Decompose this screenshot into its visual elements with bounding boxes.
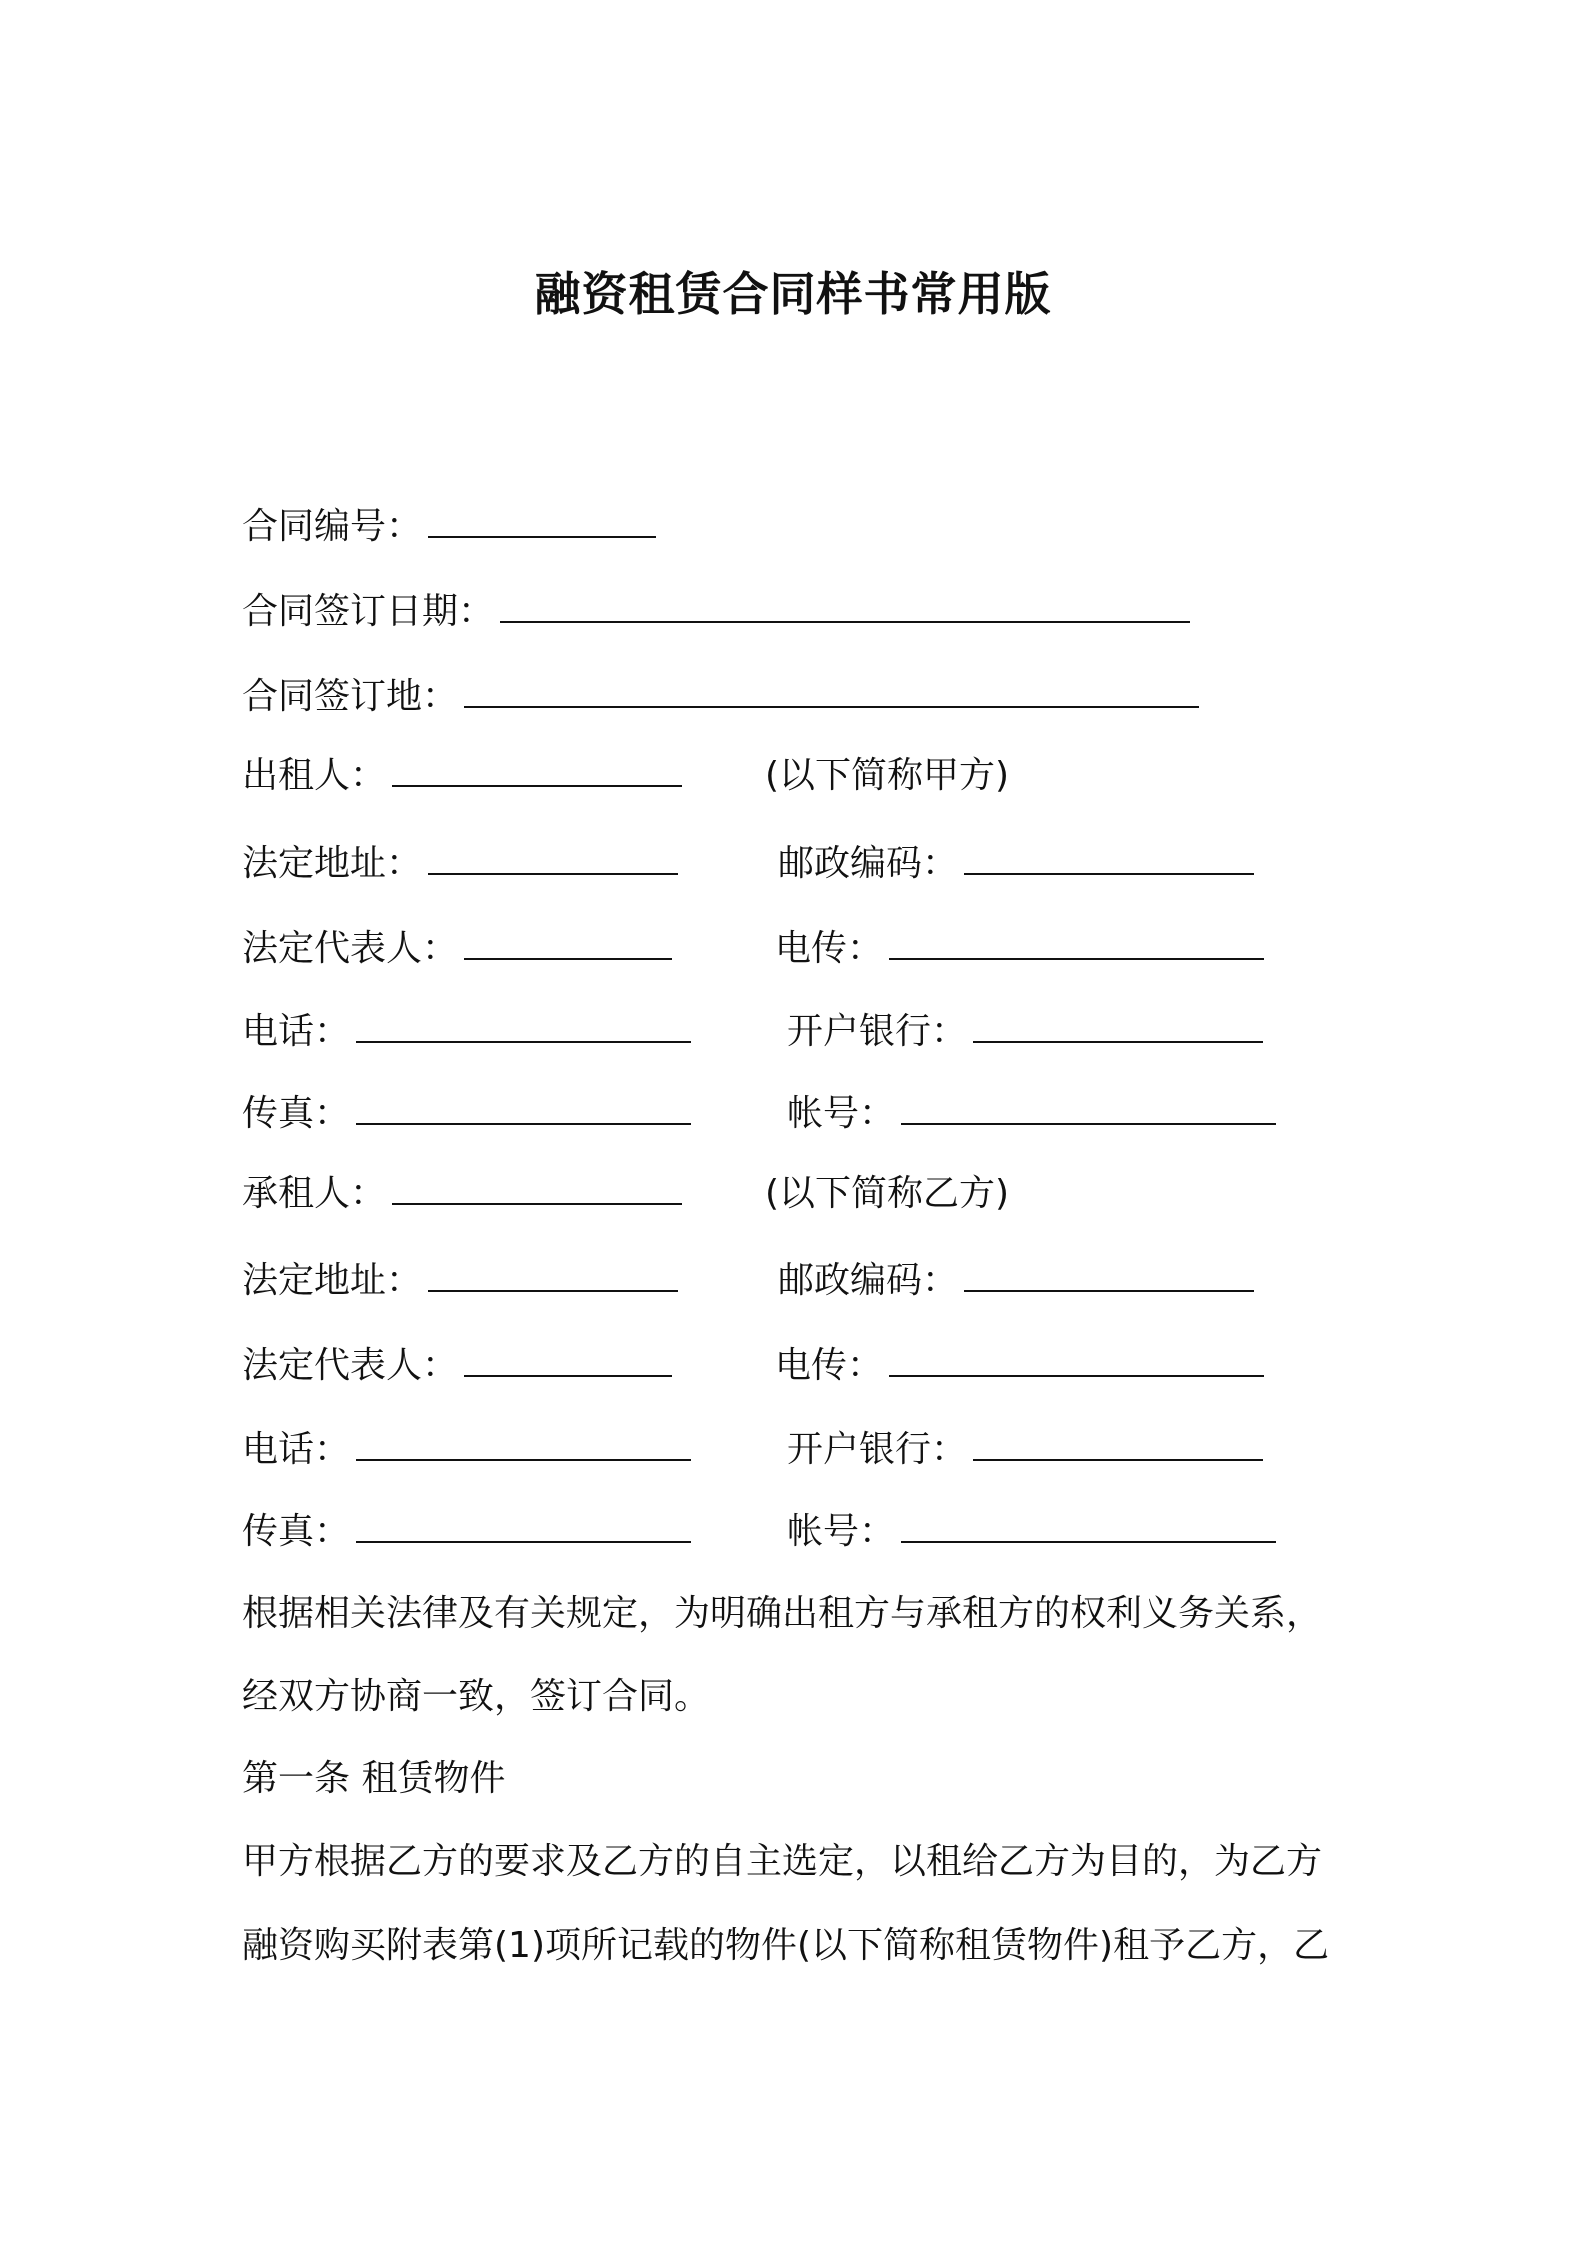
lessor-phone-field xyxy=(242,1008,691,1056)
contract-number-blank xyxy=(428,506,656,538)
lessee-bank-blank xyxy=(973,1429,1263,1461)
lessee-bank-field xyxy=(787,1426,1263,1474)
lessee-legal-rep-field xyxy=(242,1342,672,1390)
lessor-fax-tel-field xyxy=(775,925,1264,973)
document-title: 融资租赁合同样书常用版 xyxy=(534,267,1052,321)
lessee-fax-tel-blank xyxy=(889,1345,1264,1377)
lessee-address-blank xyxy=(428,1260,678,1292)
lessor-bank-field xyxy=(787,1008,1263,1056)
lessor-fax-tel-label: 电传： xyxy=(775,928,884,969)
lessor-address-blank xyxy=(428,843,678,875)
lessor-blank xyxy=(392,755,682,787)
lessor-address-label: 法定地址： xyxy=(242,843,423,884)
lessor-account-label: 帐号： xyxy=(787,1093,896,1134)
lessee-fax-tel-label: 电传： xyxy=(775,1345,884,1386)
lessee-legal-rep-label: 法定代表人： xyxy=(242,1345,459,1386)
lessor-legal-rep-blank xyxy=(464,928,672,960)
lessee-postcode-blank xyxy=(964,1260,1254,1292)
lessee-legal-rep-blank xyxy=(464,1345,672,1377)
lessor-phone-label: 电话： xyxy=(242,1011,351,1052)
contract-number-label: 合同编号： xyxy=(242,506,423,547)
lessee-fax-field xyxy=(242,1508,691,1556)
preamble-line-2: 经双方协商一致，签订合同。 xyxy=(242,1676,711,1717)
sign-date-label: 合同签订日期： xyxy=(242,591,495,632)
lessor-field xyxy=(242,752,682,800)
lessor-label: 出租人： xyxy=(242,755,387,796)
contract-number-field xyxy=(242,503,656,551)
lessee-postcode-label: 邮政编码： xyxy=(778,1260,959,1301)
lessor-account-blank xyxy=(901,1093,1276,1125)
lessor-fax-tel-blank xyxy=(889,928,1264,960)
lessor-fax-blank xyxy=(356,1093,691,1125)
lessee-alias: (以下简称乙方) xyxy=(765,1173,1010,1214)
lessor-fax-field xyxy=(242,1090,691,1138)
sign-date-blank xyxy=(500,591,1190,623)
lessor-legal-rep-label: 法定代表人： xyxy=(242,928,459,969)
sign-place-blank xyxy=(464,676,1199,708)
lessee-account-label: 帐号： xyxy=(787,1511,896,1552)
lessee-account-field xyxy=(787,1508,1276,1556)
sign-date-field xyxy=(242,588,1190,636)
lessor-alias: (以下简称甲方) xyxy=(765,755,1010,796)
sign-place-field xyxy=(242,673,1199,721)
lessee-address-label: 法定地址： xyxy=(242,1260,423,1301)
lessee-account-blank xyxy=(901,1511,1276,1543)
lessor-account-field xyxy=(787,1090,1276,1138)
lessee-fax-tel-field xyxy=(775,1342,1264,1390)
lessee-field xyxy=(242,1170,682,1218)
sign-place-label: 合同签订地： xyxy=(242,676,459,717)
lessee-fax-blank xyxy=(356,1511,691,1543)
lessee-postcode-field xyxy=(778,1257,1254,1305)
lessor-postcode-blank xyxy=(964,843,1254,875)
lessee-blank xyxy=(392,1173,682,1205)
lessor-bank-blank xyxy=(973,1011,1263,1043)
article-1-heading: 第一条 租赁物件 xyxy=(242,1758,506,1799)
lessee-fax-label: 传真： xyxy=(242,1511,351,1552)
lessor-fax-label: 传真： xyxy=(242,1093,351,1134)
lessor-address-field xyxy=(242,840,678,888)
article-1-line-1: 甲方根据乙方的要求及乙方的自主选定，以租给乙方为目的，为乙方 xyxy=(242,1841,1323,1882)
lessor-postcode-field xyxy=(778,840,1254,888)
lessor-bank-label: 开户银行： xyxy=(787,1011,968,1052)
lessor-legal-rep-field xyxy=(242,925,672,973)
preamble-line-1: 根据相关法律及有关规定，为明确出租方与承租方的权利义务关系， xyxy=(242,1593,1323,1634)
lessee-address-field xyxy=(242,1257,678,1305)
lessee-bank-label: 开户银行： xyxy=(787,1429,968,1470)
lessee-phone-field xyxy=(242,1426,691,1474)
article-1-line-2: 融资购买附表第(1)项所记载的物件(以下简称租赁物件)租予乙方，乙 xyxy=(242,1925,1330,1966)
lessor-postcode-label: 邮政编码： xyxy=(778,843,959,884)
lessee-phone-blank xyxy=(356,1429,691,1461)
lessor-phone-blank xyxy=(356,1011,691,1043)
lessee-label: 承租人： xyxy=(242,1173,387,1214)
lessee-phone-label: 电话： xyxy=(242,1429,351,1470)
